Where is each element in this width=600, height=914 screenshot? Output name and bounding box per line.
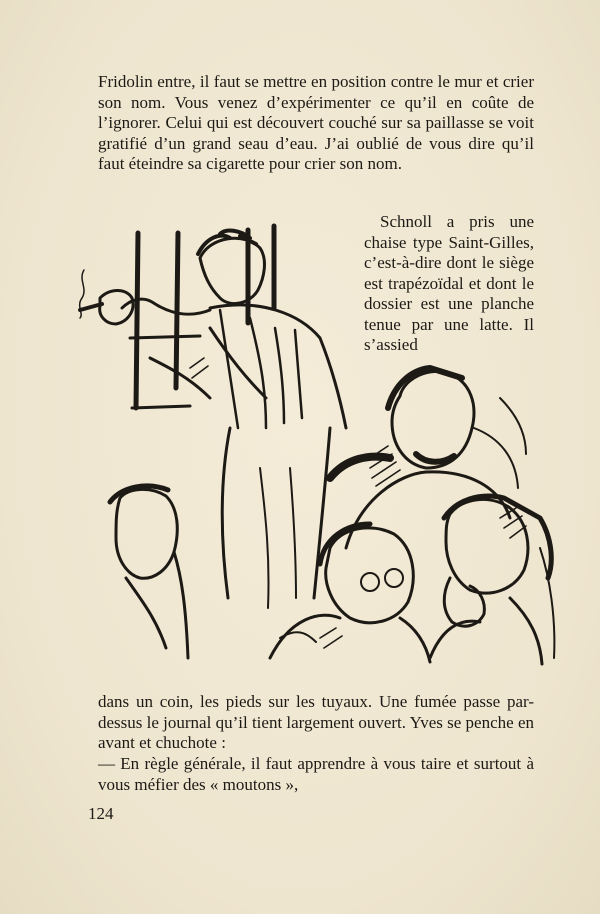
window-bars — [136, 226, 274, 408]
standing-man-figure — [80, 231, 346, 608]
page-number: 124 — [88, 804, 114, 823]
paragraph-top: Fridolin entre, il faut se mettre en position contre le mur et crier son nom. Vous venez d’expérimenter ce qu’il en coûte de l’ignorer. Celui qui est découvert couché sur sa paillasse se voit gratifié d’un grand seau d’eau. J’ai oublié de vous dire qu’il faut éteindre sa cigarette pour crier son nom. — [98, 72, 534, 173]
paragraph-dialogue: — En règle générale, il faut apprendre à vous taire et surtout à vous méfier des « moutons », — [98, 754, 534, 794]
boy-left-figure — [110, 486, 188, 658]
moustached-man-figure — [330, 368, 526, 548]
ink-illustration — [70, 218, 560, 668]
hatching-shadows — [190, 358, 526, 648]
paragraph-side: Schnoll a pris une chaise type Saint-Gilles, c’est-à-dire dont le siège est trapézoïdal et dont le dossier est une planche tenue par une latte. Il s’assied — [364, 212, 534, 354]
thinking-man-figure — [430, 496, 554, 664]
paragraph-bottom: dans un coin, les pieds sur les tuyaux. Une fumée passe par-dessus le journal qu’il tient largement ouvert. Yves se penche en avant et chuchote : — [98, 692, 534, 752]
